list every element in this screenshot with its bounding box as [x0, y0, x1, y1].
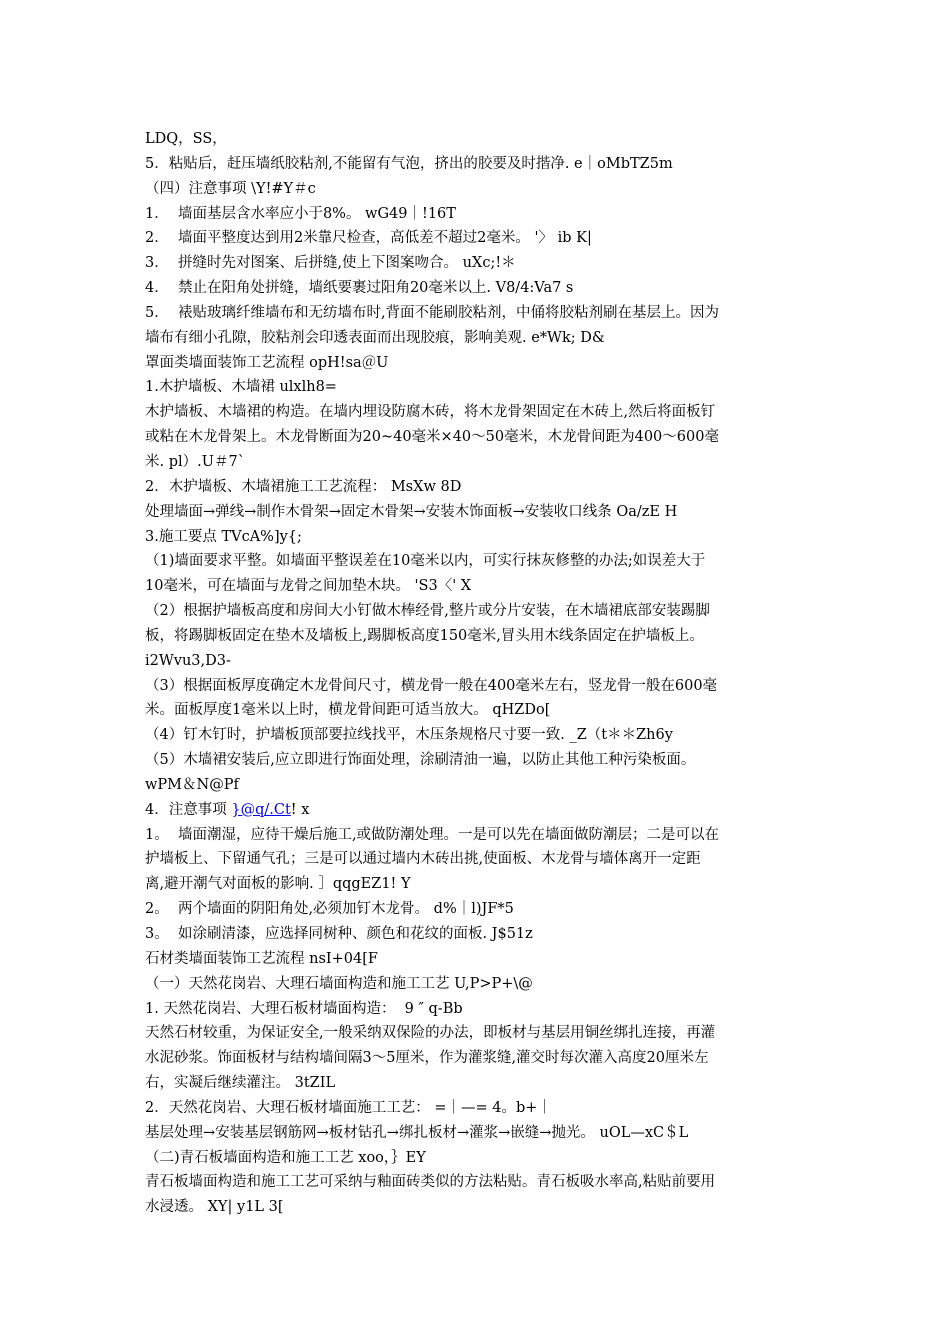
text-line: （一）天然花岗岩、大理石墙面构造和施工工艺 U,P>P+\@ — [145, 975, 533, 992]
text-line: 处理墙面→弹线→制作木骨架→固定木骨架→安装木饰面板→安装收口线条 Oa/zE H — [145, 503, 678, 520]
text-line: 墙布有细小孔隙，胶粘剂会印透表面而出现胶痕，影响美观. e*Wk; D& — [145, 329, 605, 346]
text-line: 右，实凝后继续灌注。 3tZIL — [145, 1075, 336, 1092]
text-line: 2。 两个墙面的阴阳角处,必须加钉木龙骨。 d%｜l)JF*5 — [145, 901, 514, 918]
text-line: （二)青石板墙面构造和施工工艺 xoo，｝EY — [145, 1149, 426, 1166]
text-line: 2． 墙面平整度达到用2米靠尺检查，高低差不超过2毫米。 '〉 ib K| — [145, 230, 592, 247]
text-line: 青石板墙面构造和施工工艺可采纳与釉面砖类似的方法粘贴。青石板吸水率高,粘贴前要用 — [145, 1174, 716, 1191]
text-line: 10毫米，可在墙面与龙骨之间加垫木块。 'S3〈' X — [145, 578, 472, 595]
text-line: 水泥砂浆。饰面板材与结构墙间隔3～5厘米，作为灌浆缝,灌交时每次灌入高度20厘米左 — [145, 1050, 709, 1067]
text-line: 5．粘贴后，赶压墙纸胶粘剂,不能留有气泡，挤出的胶要及时揩净. e｜oMbTZ5m — [145, 155, 673, 172]
text-line: 木护墙板、木墙裙的构造。在墙内埋设防腐木砖，将木龙骨架固定在木砖上,然后将面板钉 — [145, 404, 716, 421]
text-line: 离,避开潮气对面板的影响. ］qqgEZ1! Y — [145, 876, 411, 893]
text-line: 1。 墙面潮湿，应待干燥后施工,或做防潮处理。一是可以先在墙面做防潮层；二是可以在 — [145, 826, 720, 843]
text-line: 1． 墙面基层含水率应小于8%。 wG49｜!16T — [145, 205, 456, 222]
note-heading-suffix: ! x — [290, 801, 310, 818]
text-line: 3.施工要点 TVcA%]y{; — [145, 528, 302, 545]
text-line: 基层处理→安装基层钢筋网→板材钻孔→绑扎板材→灌浆→嵌缝→抛光。 uOL—xC＄L — [145, 1124, 689, 1141]
text-line: 1. 天然花岗岩、大理石板材墙面构造： 9 ″ q-Bb — [145, 1000, 463, 1017]
text-line: 2．木护墙板、木墙裙施工工艺流程： MsXw 8D — [145, 478, 462, 495]
note-heading-prefix: 4．注意事项 — [145, 801, 232, 818]
text-line: 3。 如涂刷清漆，应选择同树种、颜色和花纹的面板. J$51z — [145, 926, 533, 942]
text-line: wPM＆N@Pf — [145, 776, 239, 793]
note-heading-line — [145, 798, 830, 823]
text-line: 或粘在木龙骨架上。木龙骨断面为20~40毫米×40～50毫米，木龙骨间距为400～600毫 — [145, 429, 719, 446]
text-line: 1.木护墙板、木墙裙 ulxlh8= — [145, 379, 337, 396]
text-line: （2）根据护墙板高度和房间大小钉做木棒经骨,整片或分片安装，在木墙裙底部安装踢脚 — [145, 603, 710, 620]
text-line: 罩面类墙面装饰工艺流程 opH!sa＠U — [145, 354, 389, 371]
text-line: （四）注意事项 \Y!#Y＃c — [145, 180, 316, 197]
text-line: 板，将踢脚板固定在垫木及墙板上,踢脚板高度150毫米,冒头用木线条固定在护墙板上。 — [145, 627, 704, 644]
text-line: （3）根据面板厚度确定木龙骨间尺寸，横龙骨一般在400毫米左右，竖龙骨一般在600毫 — [145, 677, 718, 694]
text-line: 米. pl）.U＃7` — [145, 453, 245, 470]
text-line: 5． 裱贴玻璃纤维墙布和无纺墙布时,背面不能刷胶粘剂，中俑将胶粘剂刷在基层上。因为 — [145, 304, 720, 321]
text-block-lower — [145, 823, 830, 1221]
text-block-upper — [145, 127, 830, 798]
text-line: （1)墙面要求平整。如墙面平整误差在10毫米以内，可实行抹灰修整的办法;如误差大于 — [145, 553, 706, 570]
text-line: 护墙板上、下留通气孔；三是可以通过墙内木砖出挑,使面板、木龙骨与墙体离开一定距 — [145, 851, 701, 868]
text-line: （4）钉木钉时，护墙板顶部要拉线找平，木压条规格尺寸要一致. _Z（t＊＊Zh6y — [145, 727, 673, 744]
text-line: （5）木墙裙安装后,应立即进行饰面处理，涂刷清油一遍，以防止其他工种污染板面。 — [145, 752, 696, 769]
text-line: 天然石材较重，为保证安全,一般采纳双保险的办法，即板材与基层用铜丝绑扎连接，再灌 — [145, 1025, 716, 1042]
text-line: 2．天然花岗岩、大理石板材墙面施工工艺： =｜—= 4。b+｜ — [145, 1099, 552, 1116]
note-heading-link[interactable]: }@q/.Ct — [231, 801, 291, 818]
text-line: i2Wvu3,D3- — [145, 652, 231, 669]
text-line: 4． 禁止在阳角处拼缝，墙纸要裹过阳角20毫米以上. V8/4:Va7 s — [145, 280, 574, 297]
text-line: LDQ，SS， — [145, 131, 227, 147]
text-line: 3． 拼缝时先对图案、后拼缝,使上下图案吻合。 uXc;!＊ — [145, 255, 516, 272]
text-line: 米。面板厚度1毫米以上时，横龙骨间距可适当放大。 qHZDo[ — [145, 702, 551, 719]
text-line: 水浸透。 XY| y1L 3[ — [145, 1199, 284, 1216]
text-line: 石材类墙面装饰工艺流程 nsI+04[F — [145, 950, 378, 967]
